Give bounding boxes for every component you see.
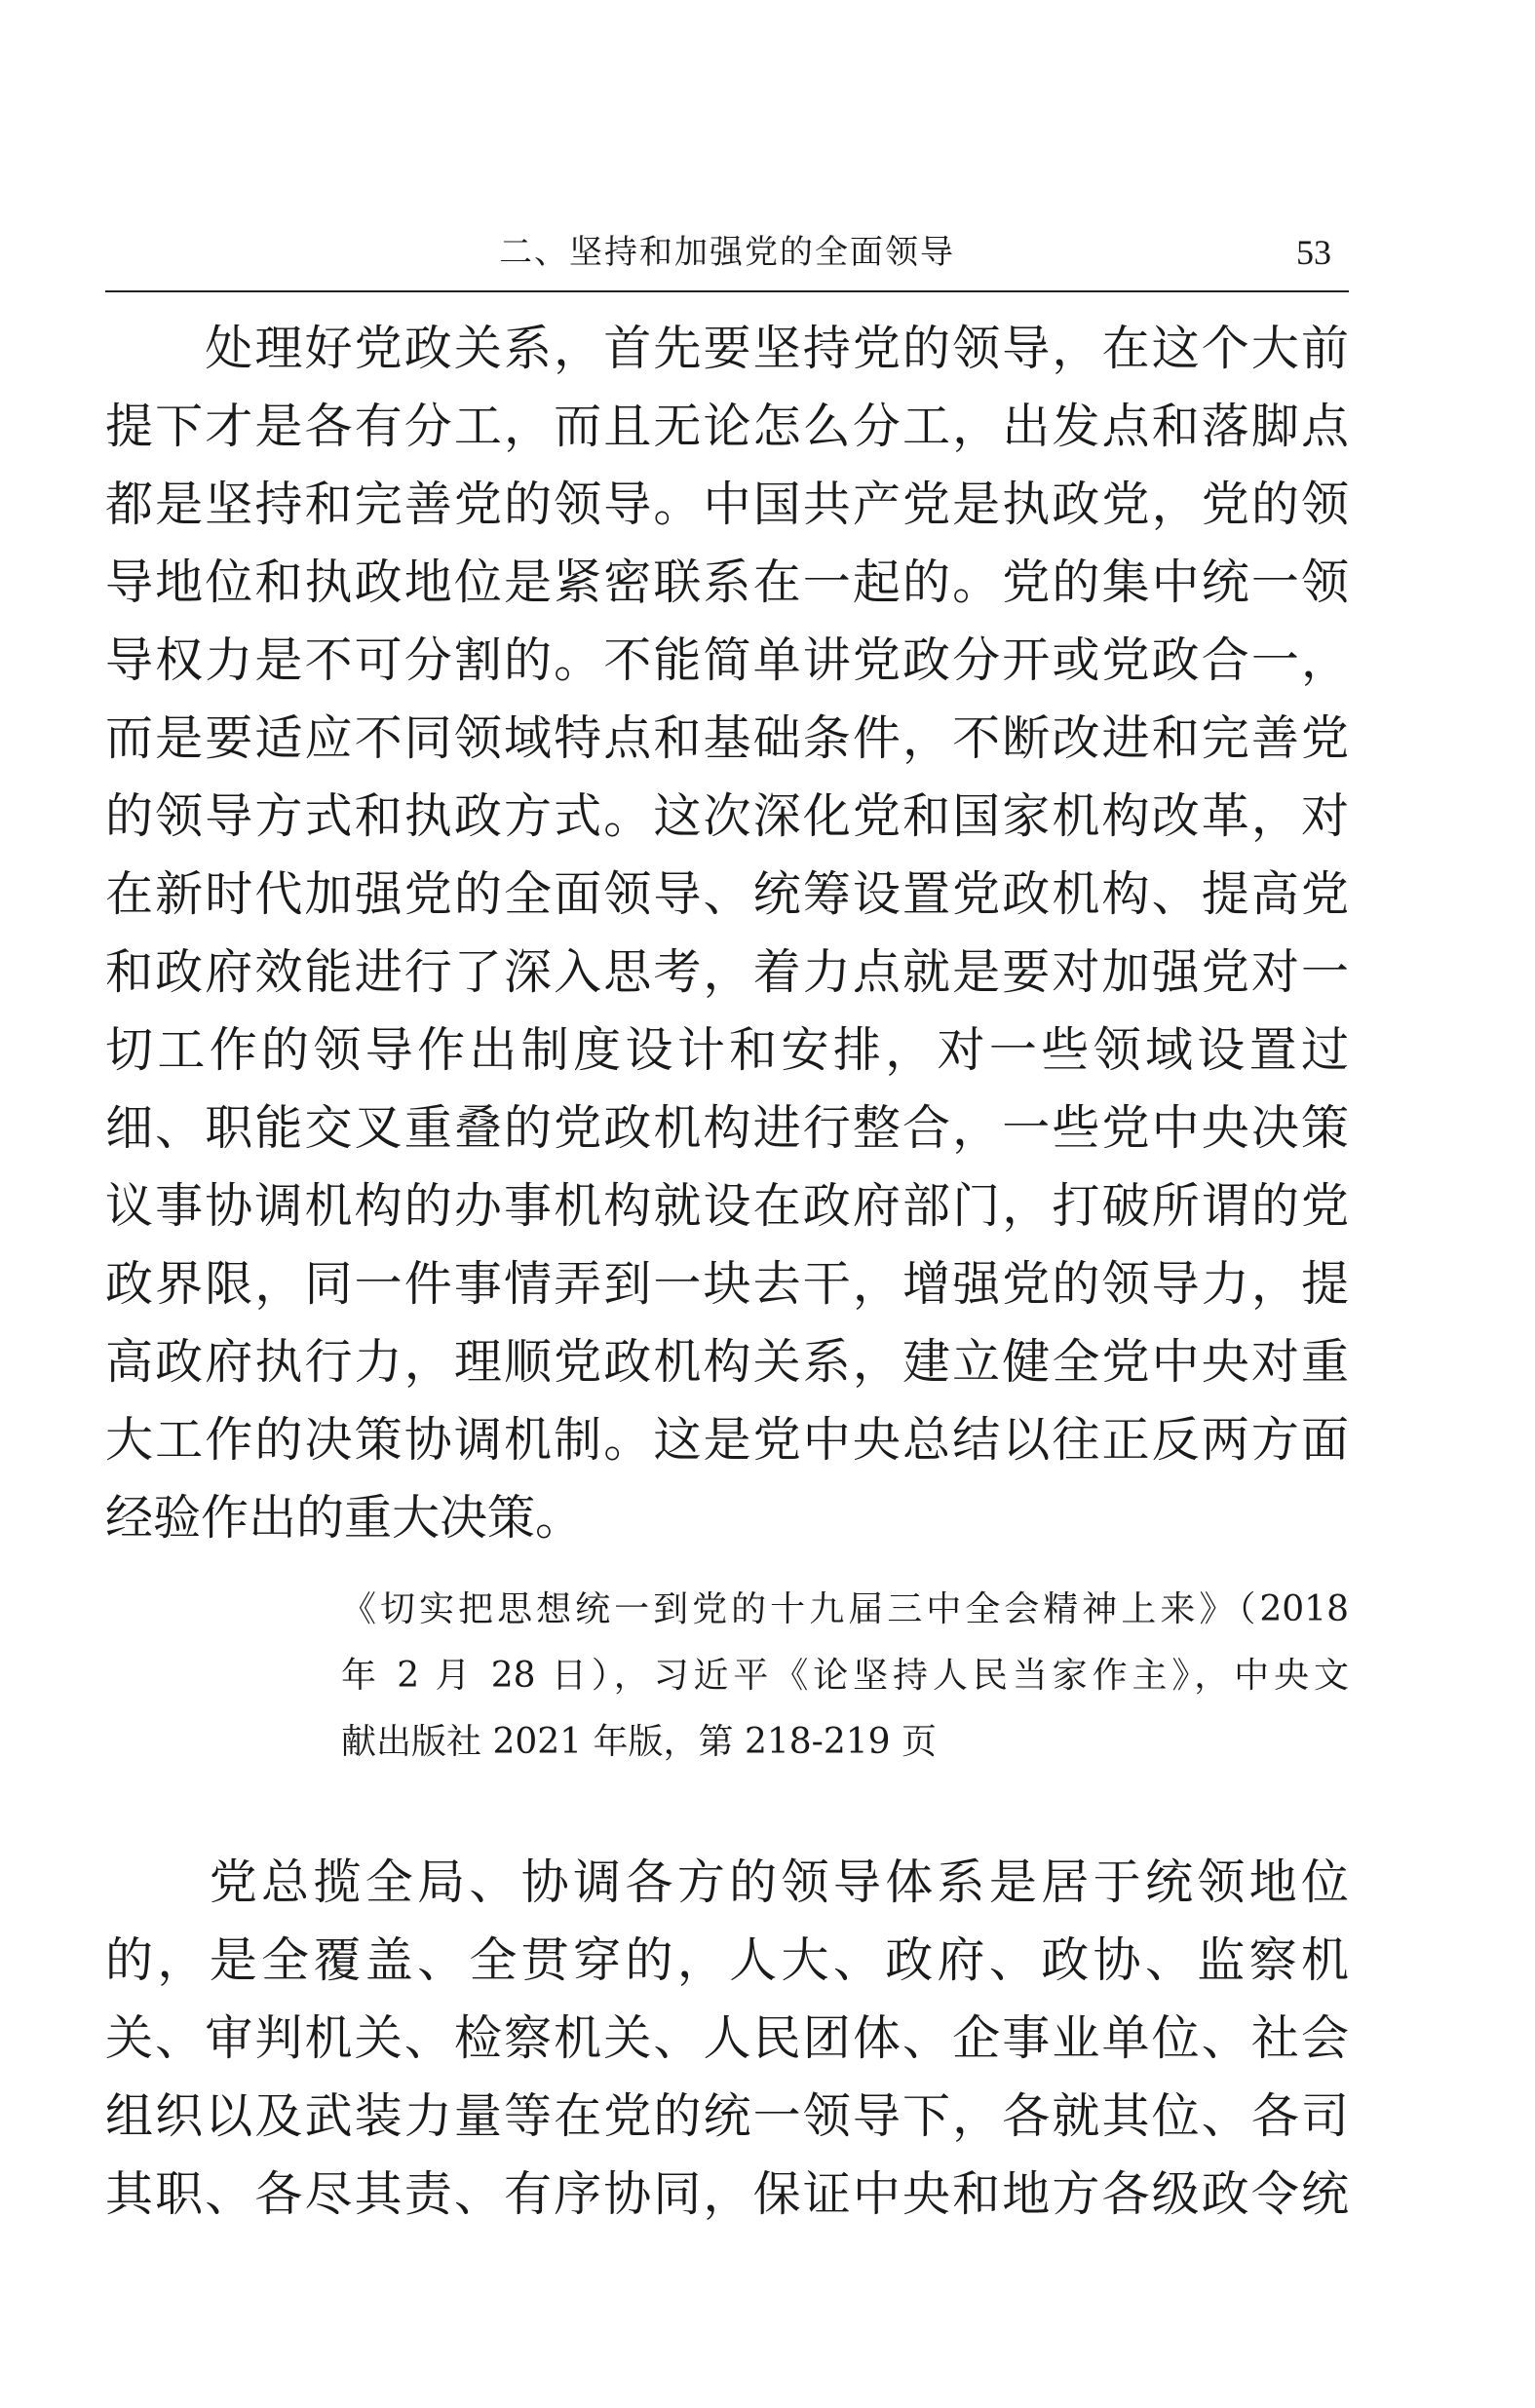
text-line: 处理好党政关系，首先要坚持党的领导，在这个大前 bbox=[105, 321, 1349, 376]
text-line: 其职、各尽其责、有序协同，保证中央和地方各级政令统 bbox=[105, 2166, 1349, 2222]
text-line: 的，是全覆盖、全贯穿的，人大、政府、政协、监察机 bbox=[105, 1932, 1349, 1988]
text-line: 切工作的领导作出制度设计和安排，对一些领域设置过 bbox=[105, 1022, 1349, 1078]
text-line: 大工作的决策协调机制。这是党中央总结以往正反两方面 bbox=[105, 1412, 1349, 1468]
text-line: 政界限，同一件事情弄到一块去干，增强党的领导力，提 bbox=[105, 1256, 1349, 1312]
text-line: 组织以及武装力量等在党的统一领导下，各就其位、各司 bbox=[105, 2088, 1349, 2144]
page-number: 53 bbox=[1296, 233, 1331, 272]
body-paragraph-1 bbox=[105, 310, 1349, 1557]
citation-line: 《切实把思想统一到党的十九届三中全会精神上来》（2018 bbox=[341, 1589, 1349, 1629]
text-line: 的领导方式和执政方式。这次深化党和国家机构改革，对 bbox=[105, 788, 1349, 844]
text-line: 高政府执行力，理顺党政机构关系，建立健全党中央对重 bbox=[105, 1334, 1349, 1390]
text-line: 经验作出的重大决策。 bbox=[105, 1490, 584, 1546]
chapter-title: 二、坚持和加强党的全面领导 bbox=[499, 233, 955, 272]
citation-source bbox=[341, 1577, 1349, 1776]
running-header bbox=[105, 230, 1349, 292]
text-line: 党总揽全局、协调各方的领导体系是居于统领地位 bbox=[105, 1854, 1349, 1910]
citation-line: 献出版社 2021 年版，第 218-219 页 bbox=[341, 1722, 937, 1762]
text-line: 关、审判机关、检察机关、人民团体、企事业单位、社会 bbox=[105, 2010, 1349, 2066]
text-line: 提下才是各有分工，而且无论怎么分工，出发点和落脚点 bbox=[105, 399, 1349, 454]
text-line: 和政府效能进行了深入思考，着力点就是要对加强党对一 bbox=[105, 944, 1349, 1000]
text-line: 导权力是不可分割的。不能简单讲党政分开或党政合一， bbox=[105, 632, 1349, 688]
text-line: 导地位和执政地位是紧密联系在一起的。党的集中统一领 bbox=[105, 554, 1349, 610]
text-line: 议事协调机构的办事机构就设在政府部门，打破所谓的党 bbox=[105, 1178, 1349, 1234]
text-line: 都是坚持和完善党的领导。中国共产党是执政党，党的领 bbox=[105, 477, 1349, 532]
text-line: 在新时代加强党的全面领导、统筹设置党政机构、提高党 bbox=[105, 866, 1349, 922]
citation-line: 年 2 月 28 日），习近平《论坚持人民当家作主》，中央文 bbox=[341, 1656, 1349, 1696]
body-paragraph-2 bbox=[105, 1844, 1349, 2234]
text-line: 而是要适应不同领域特点和基础条件，不断改进和完善党 bbox=[105, 710, 1349, 766]
text-line: 细、职能交叉重叠的党政机构进行整合，一些党中央决策 bbox=[105, 1100, 1349, 1156]
